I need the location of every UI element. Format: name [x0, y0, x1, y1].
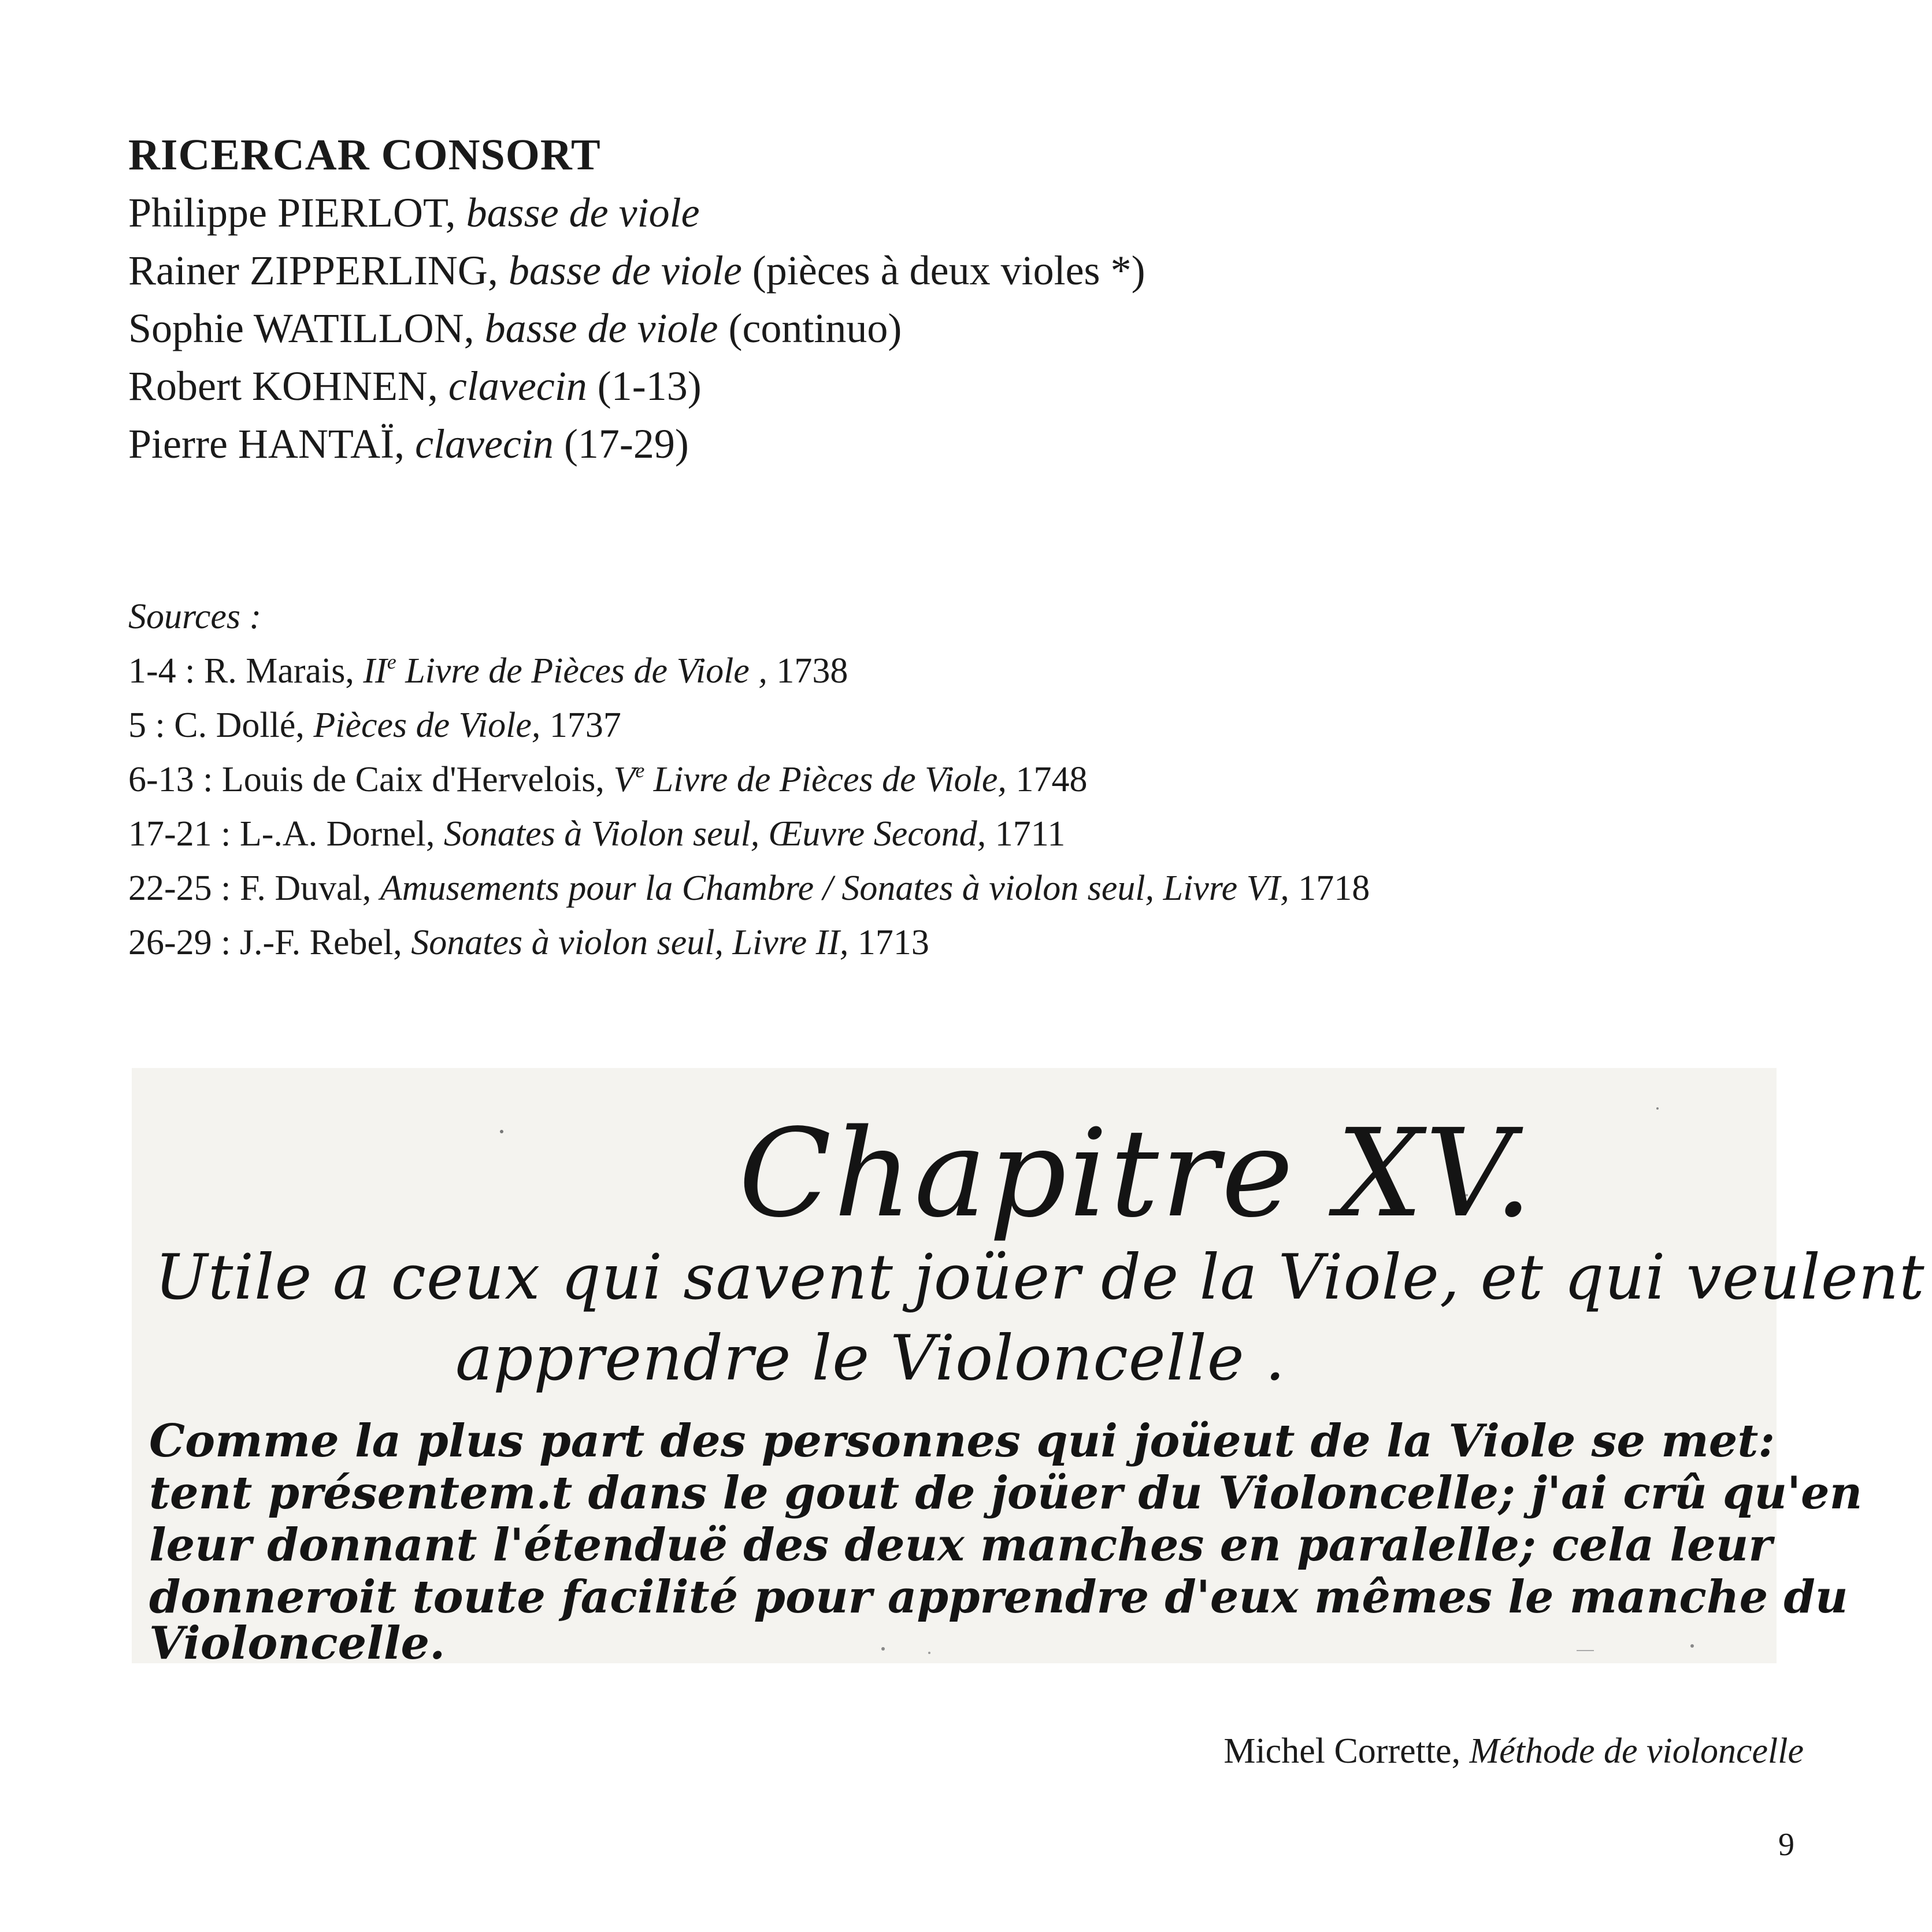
- performer-name: Rainer ZIPPERLING,: [128, 247, 498, 294]
- source-line: [128, 644, 1370, 698]
- performer-name: Pierre HANTAÏ,: [128, 421, 405, 467]
- source-year: 1737: [549, 706, 621, 745]
- source-composer: F. Duval,: [239, 869, 372, 908]
- source-composer: C. Dollé,: [174, 706, 305, 745]
- performer-note: (pièces à deux violes *): [752, 247, 1145, 294]
- source-line: [128, 807, 1370, 861]
- manuscript-subtitle: Utile a ceux qui savent joüer de la Viole, et qui veulent: [155, 1241, 1925, 1314]
- source-line: [128, 752, 1370, 807]
- figure-caption: [1223, 1728, 1804, 1774]
- source-tracks: 22-25 :: [128, 869, 231, 908]
- ensemble-heading: RICERCAR CONSORT: [128, 131, 601, 179]
- source-work: Amusements pour la Chambre / Sonates à violon seul, Livre VI,: [380, 869, 1289, 908]
- performer-line: [128, 415, 1145, 473]
- source-year: 1748: [1015, 760, 1088, 799]
- performer-line: [128, 184, 1145, 242]
- performer-name: Robert KOHNEN,: [128, 363, 438, 409]
- performer-name: Sophie WATILLON,: [128, 305, 474, 351]
- manuscript-facsimile: [132, 1068, 1925, 1670]
- performer-name: Philippe PIERLOT,: [128, 190, 456, 236]
- manuscript-subtitle: apprendre le Violoncelle .: [455, 1322, 1286, 1395]
- performer-note: (1-13): [597, 363, 702, 409]
- performer-role: clavecin: [448, 363, 587, 409]
- source-composer: Louis de Caix d'Hervelois,: [221, 760, 605, 799]
- performer-line: [128, 242, 1145, 299]
- source-tracks: 26-29 :: [128, 923, 231, 962]
- source-year: 1711: [995, 814, 1066, 854]
- page-number: 9: [1778, 1827, 1794, 1863]
- performer-role: basse de viole: [484, 305, 718, 351]
- manuscript-body-line: tent présentem.t dans le gout de joüer du Violoncelle; j'ai crû qu'en: [149, 1467, 1863, 1519]
- source-tracks: 5 :: [128, 706, 165, 745]
- performer-list: [128, 184, 1145, 473]
- sources-list: [128, 644, 1370, 970]
- manuscript-title: Chapitre XV.: [739, 1103, 1535, 1244]
- performer-line: [128, 299, 1145, 357]
- caption-author: Michel Corrette,: [1223, 1731, 1461, 1771]
- performer-role: basse de viole: [466, 190, 700, 236]
- manuscript-body-line: leur donnant l'étenduë des deux manches en paralelle; cela leur: [149, 1519, 1772, 1571]
- source-year: 1713: [857, 923, 929, 962]
- source-work: Ve Livre de Pièces de Viole,: [613, 759, 1007, 799]
- source-composer: J.-F. Rebel,: [239, 923, 402, 962]
- source-tracks: 17-21 :: [128, 814, 231, 854]
- source-work: Sonates à violon seul, Livre II,: [411, 923, 849, 962]
- performer-note: (continuo): [728, 305, 902, 351]
- caption-work: Méthode de violoncelle: [1469, 1731, 1804, 1771]
- source-composer: R. Marais,: [203, 651, 354, 691]
- source-tracks: 1-4 :: [128, 651, 195, 691]
- source-line: [128, 861, 1370, 915]
- manuscript-body-line: Comme la plus part des personnes qui joüeut de la Viole se met:: [149, 1415, 1775, 1467]
- performer-role: clavecin: [415, 421, 554, 467]
- performer-role: basse de viole: [508, 247, 742, 294]
- source-tracks: 6-13 :: [128, 760, 213, 799]
- source-work: Sonates à Violon seul, Œuvre Second,: [443, 814, 987, 854]
- source-line: [128, 698, 1370, 752]
- performer-line: [128, 357, 1145, 415]
- manuscript-body-line: donneroit toute facilité pour apprendre d'eux mêmes le manche du: [149, 1571, 1848, 1623]
- source-work: Pièces de Viole,: [313, 706, 541, 745]
- source-line: [128, 915, 1370, 970]
- source-work: IIe Livre de Pièces de Viole ,: [363, 650, 767, 691]
- source-year: 1718: [1298, 869, 1370, 908]
- manuscript-body-line: Violoncelle.: [149, 1617, 446, 1670]
- sources-heading: Sources :: [128, 597, 262, 636]
- performer-note: (17-29): [563, 421, 689, 467]
- source-year: 1738: [776, 651, 848, 691]
- source-composer: L-.A. Dornel,: [239, 814, 435, 854]
